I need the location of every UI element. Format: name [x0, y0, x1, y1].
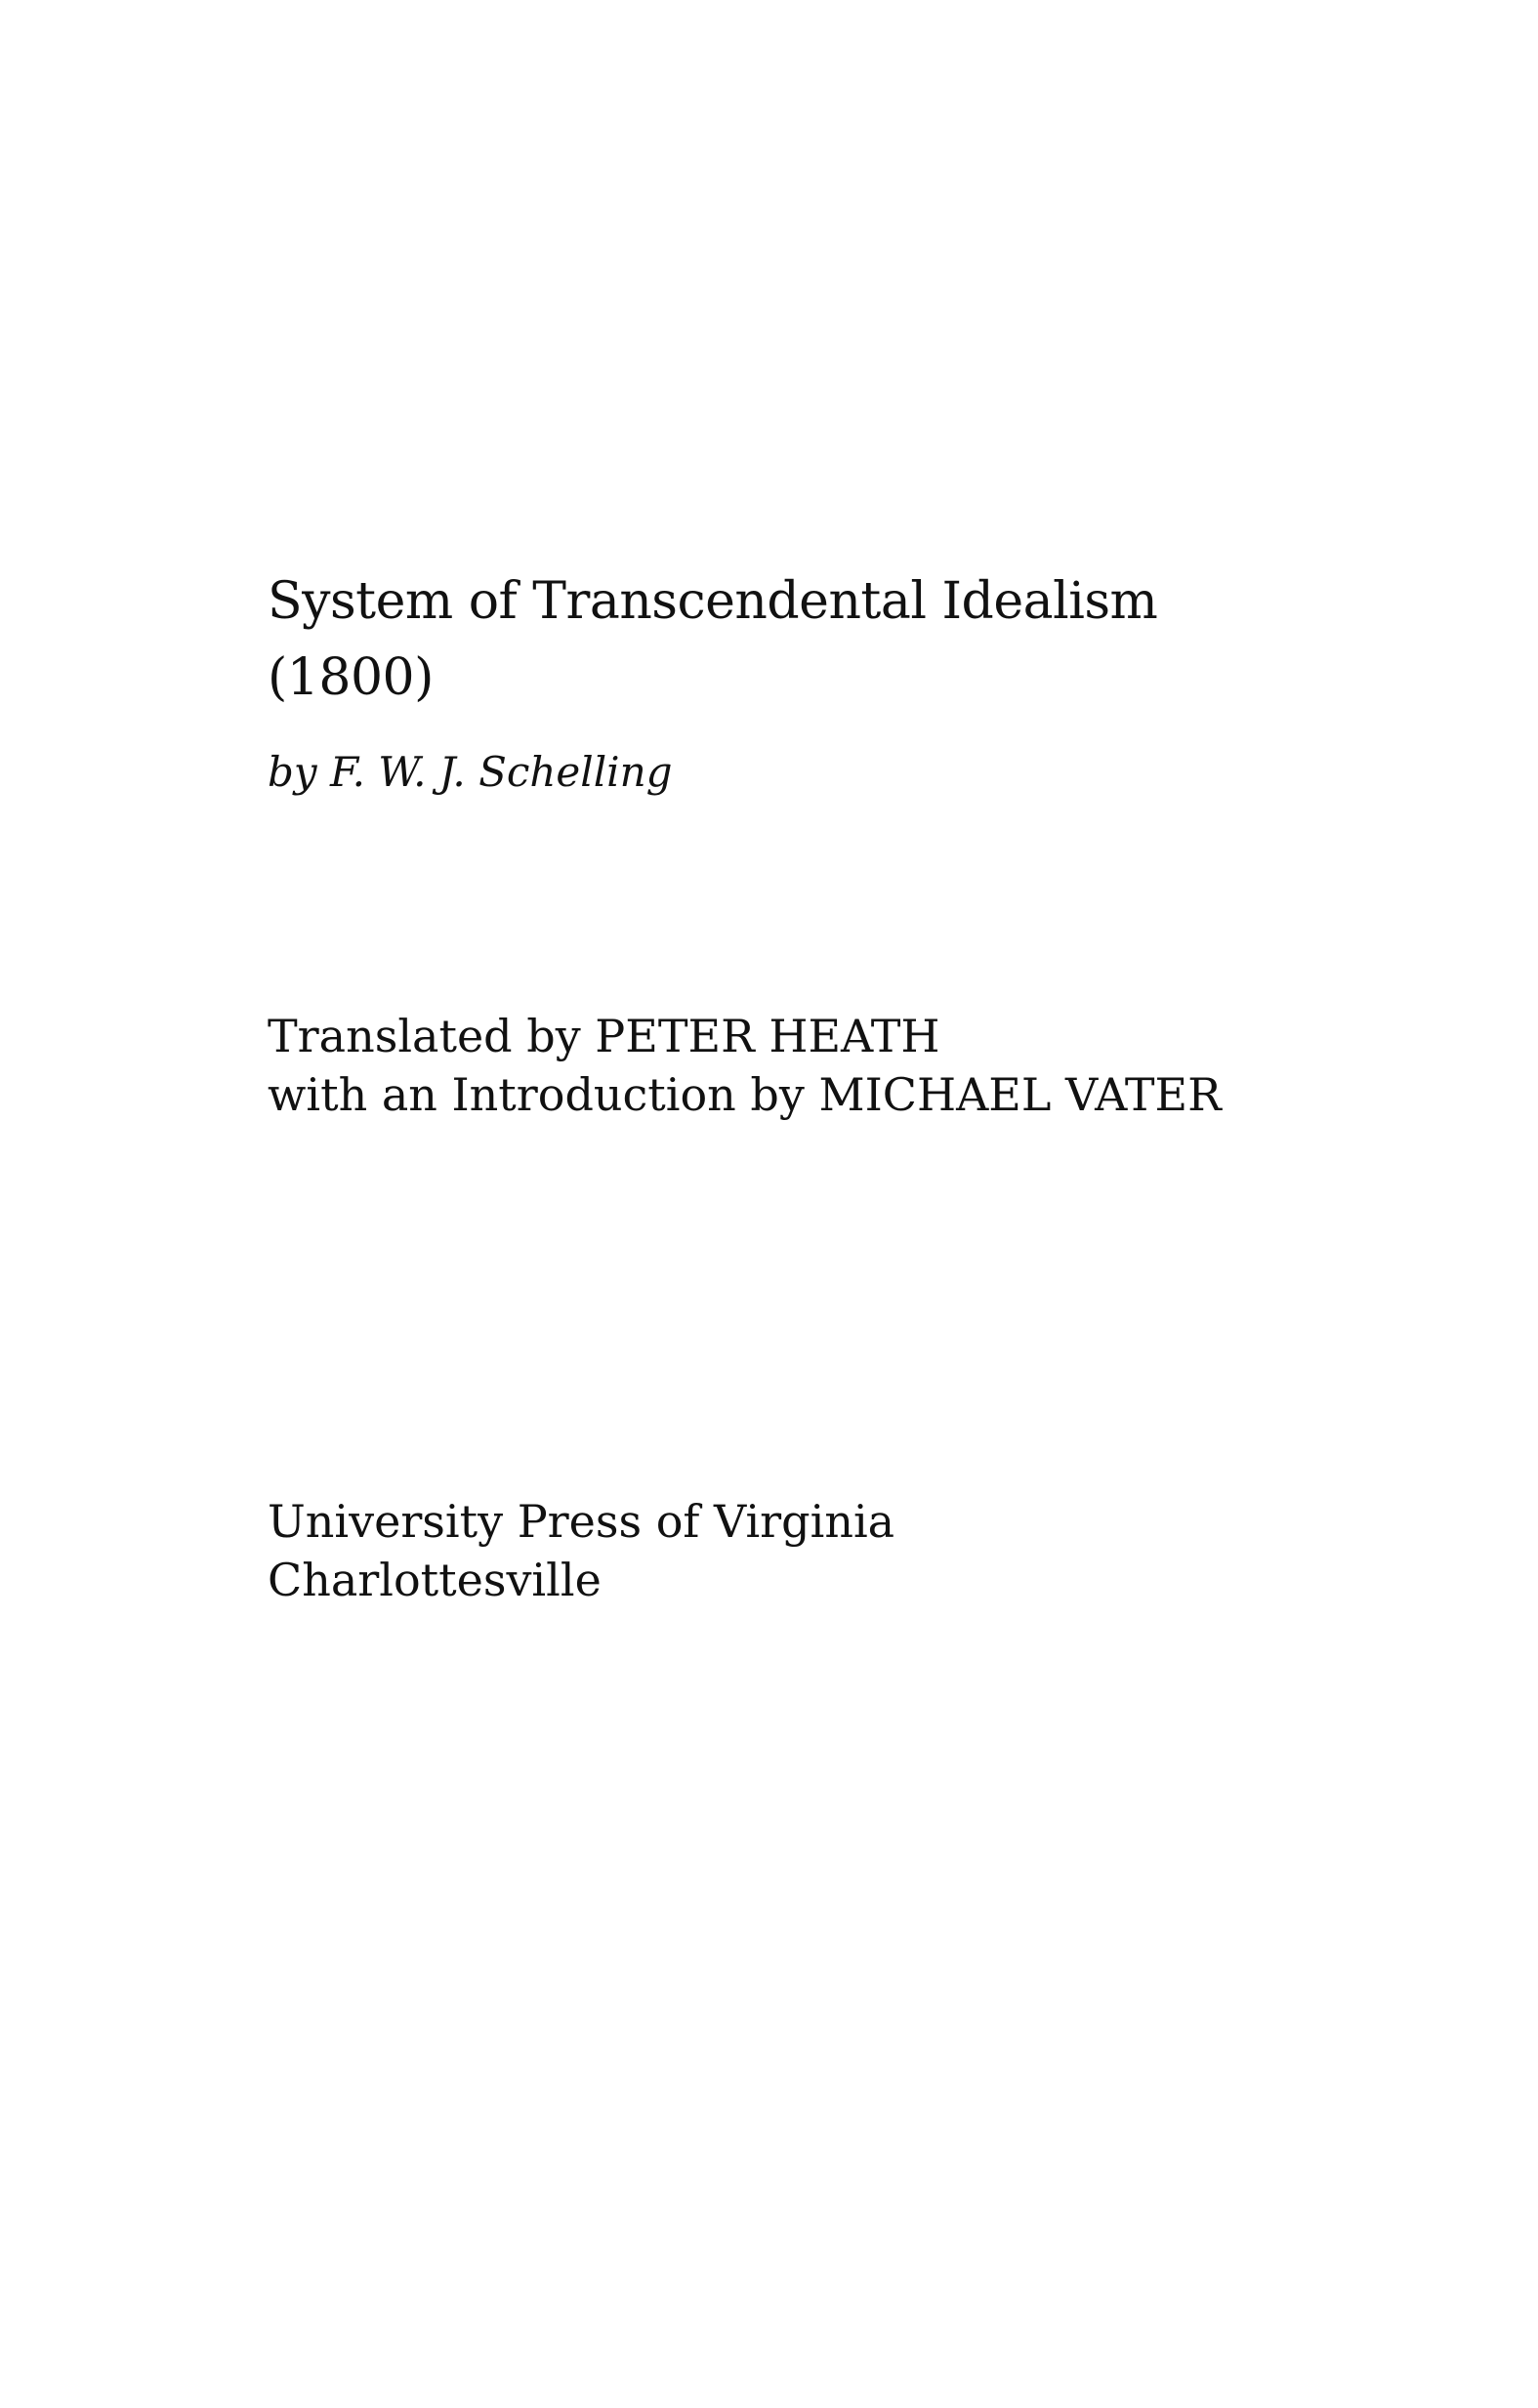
publisher-city-line: Charlottesville	[268, 1554, 602, 1606]
book-title-line-1: System of Transcendental Idealism	[268, 572, 1158, 631]
book-title-line-2: (1800)	[268, 648, 434, 707]
author-line: by F. W. J. Schelling	[268, 748, 673, 796]
introduction-line: with an Introduction by MICHAEL VATER	[268, 1068, 1222, 1121]
translator-line: Translated by PETER HEATH	[268, 1010, 940, 1062]
publisher-line: University Press of Virginia	[268, 1495, 895, 1548]
